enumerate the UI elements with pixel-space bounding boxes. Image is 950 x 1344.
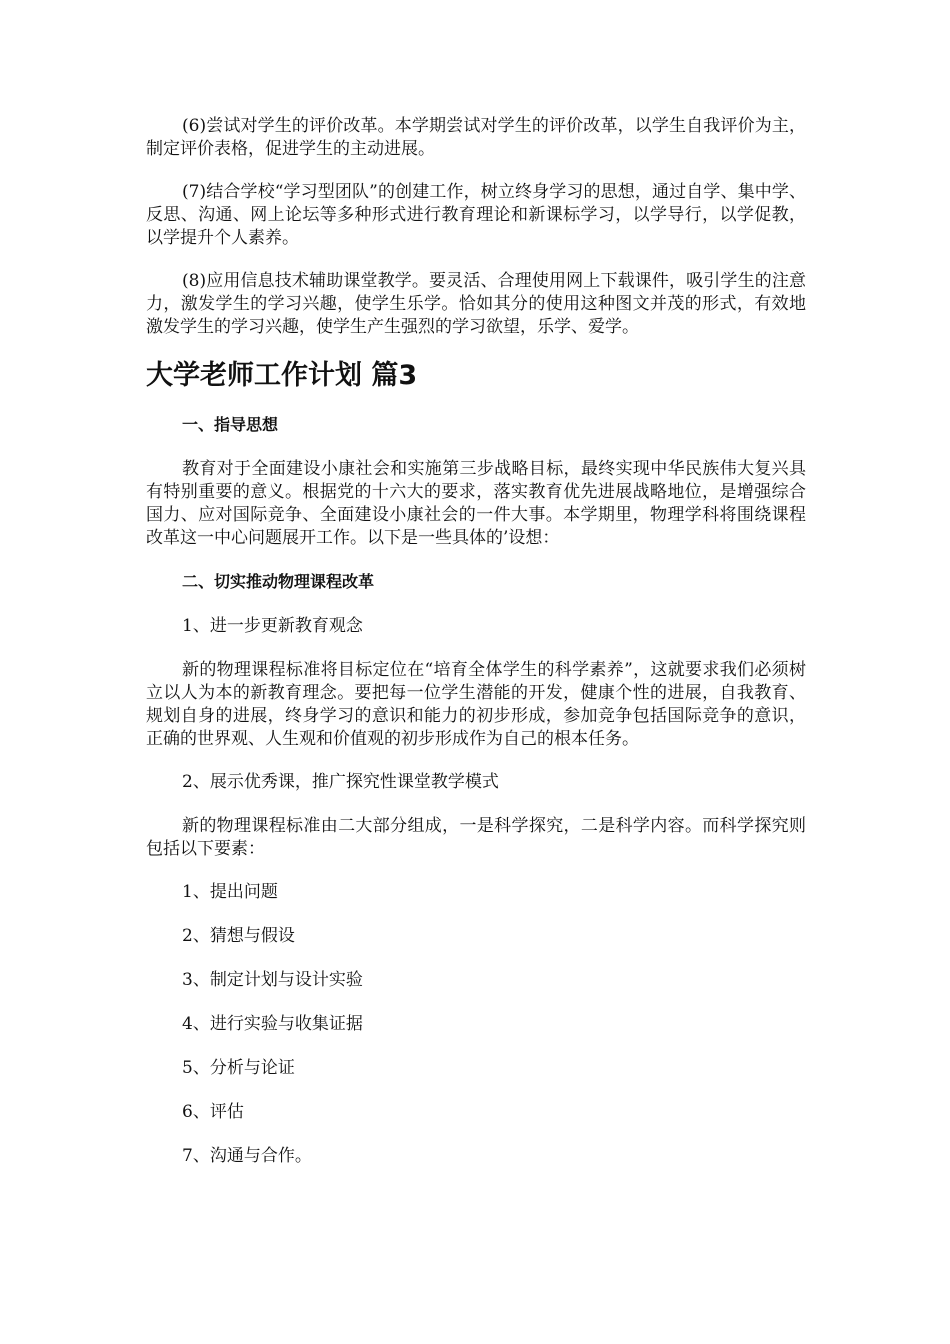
list-item: 2、猜想与假设 <box>182 926 295 946</box>
list-item: 7、沟通与合作。 <box>182 1146 312 1166</box>
heading-curriculum-reform: 二、切实推动物理课程改革 <box>182 572 375 591</box>
paragraph-guiding-thought: 教育对于全面建设小康社会和实施第三步战略目标，最终实现中华民族伟大复兴具有特别重要的意义。根据党的十六大的要求，落实教育优先进展战略地位，是增强综合国力、应对国际竞争、全面建设小康社会的一件大事。本学期里，物理学科将围绕课程改革这一中心问题展开工作。以下是一些具体的’设想： <box>146 459 806 548</box>
section-title: 大学老师工作计划 篇3 <box>146 360 418 391</box>
paragraph-curriculum-standard: 新的物理课程标准将目标定位在“培育全体学生的科学素养”，这就要求我们必须树立以人为本的新教育理念。要把每一位学生潜能的开发，健康个性的进展，自我教育、规划自身的进展，终身学习的意识和能力的初步形成，参加竞争包括国际竞争的意识，正确的世界观、人生观和价值观的初步形成作为自己的根本任务。 <box>146 660 806 749</box>
list-item: 1、提出问题 <box>182 882 278 902</box>
list-item: 6、评估 <box>182 1102 244 1122</box>
document-body <box>146 115 806 1189</box>
paragraph-standard-parts: 新的物理课程标准由二大部分组成，一是科学探究，二是科学内容。而科学探究则包括以下要素： <box>146 816 806 859</box>
subheading-update-concepts: 1、进一步更新教育观念 <box>182 616 363 636</box>
heading-guiding-thought: 一、指导思想 <box>182 415 279 434</box>
paragraph-8-info-technology: (8)应用信息技术辅助课堂教学。要灵活、合理使用网上下载课件，吸引学生的注意力，激发学生的学习兴趣，使学生乐学。恰如其分的使用这种图文并茂的形式，有效地激发学生的学习兴趣，使学生产生强烈的学习欲望，乐学、爱学。 <box>146 271 806 337</box>
list-item: 4、进行实验与收集证据 <box>182 1014 363 1034</box>
subheading-excellent-lessons: 2、展示优秀课，推广探究性课堂教学模式 <box>182 772 499 792</box>
list-item: 5、分析与论证 <box>182 1058 295 1078</box>
paragraph-7-learning-team: (7)结合学校“学习型团队”的创建工作，树立终身学习的思想，通过自学、集中学、反思、沟通、网上论坛等多种形式进行教育理论和新课标学习，以学导行，以学促教，以学提升个人素养。 <box>146 182 806 248</box>
list-item: 3、制定计划与设计实验 <box>182 970 363 990</box>
paragraph-6-evaluation-reform: (6)尝试对学生的评价改革。本学期尝试对学生的评价改革，以学生自我评价为主，制定评价表格，促进学生的主动进展。 <box>146 116 806 159</box>
